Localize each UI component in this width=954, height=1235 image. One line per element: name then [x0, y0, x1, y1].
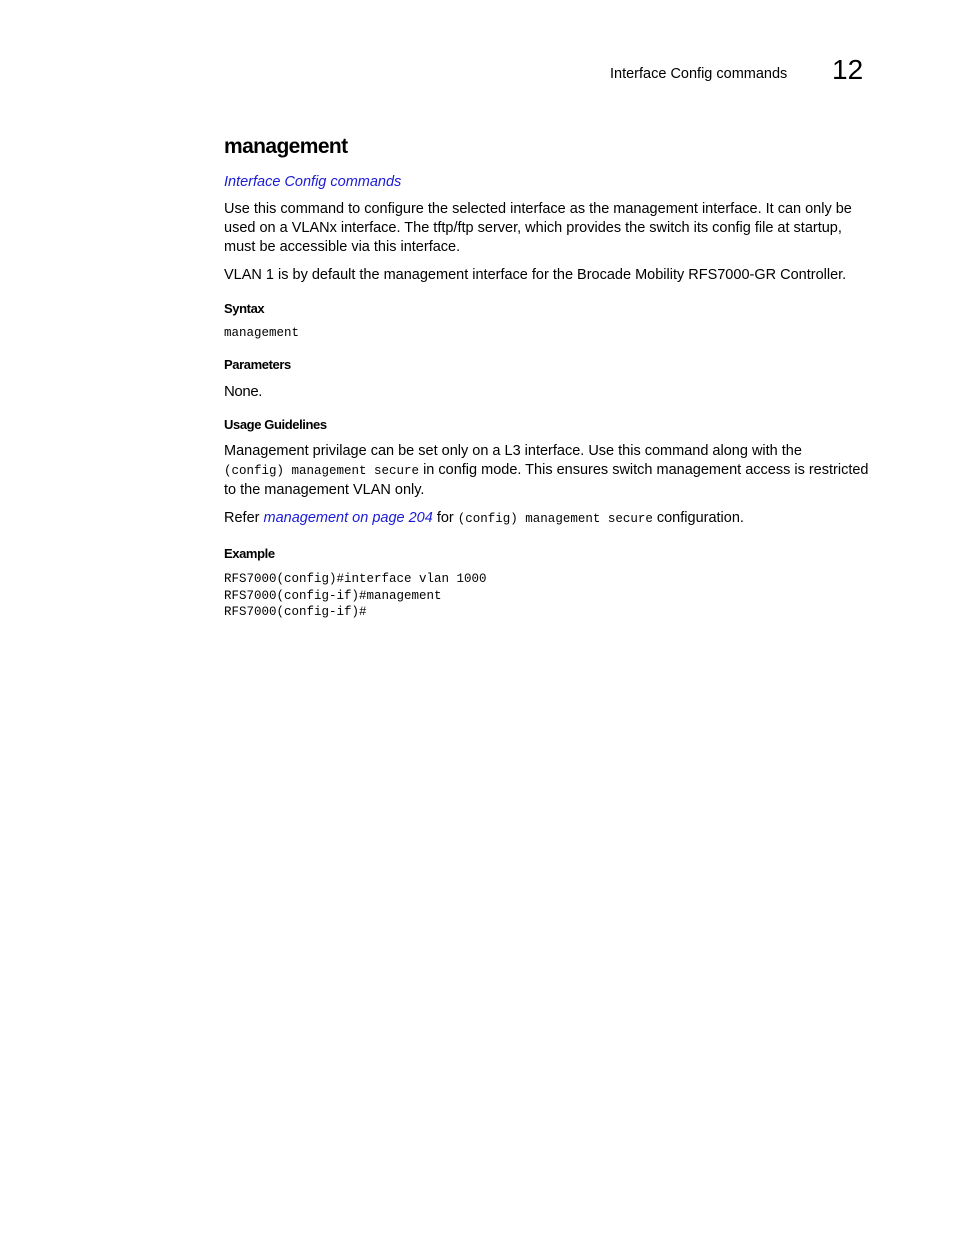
main-content — [224, 132, 870, 621]
usage-heading: Usage Guidelines — [224, 417, 327, 432]
usage-text-b: in config mode. This ensures switch management access is restricted to the management VLAN only. — [224, 462, 869, 498]
for-text: for — [432, 510, 458, 526]
configuration-text: configuration. — [652, 510, 744, 526]
usage-paragraph-1 — [224, 442, 870, 500]
usage-code-2: (config) management secure — [457, 512, 653, 526]
chapter-number: 12 — [832, 54, 864, 85]
intro-paragraph-1: Use this command to configure the selected interface as the management interface. It can only be used on a VLANx interface. The tftp/ftp server, which provides the switch its config file at startup, must be accessible via this interface. — [224, 201, 852, 255]
usage-code-1: (config) management secure — [224, 464, 420, 478]
usage-text-a: Management privilage can be set only on a L3 interface. Use this command along with the — [224, 443, 802, 459]
syntax-heading: Syntax — [224, 301, 265, 316]
example-line: RFS7000(config)#interface vlan 1000 — [224, 572, 487, 586]
breadcrumb-link[interactable]: Interface Config commands — [224, 174, 402, 190]
example-line: RFS7000(config-if)# — [224, 605, 367, 619]
example-heading: Example — [224, 546, 275, 561]
intro-paragraph-2: VLAN 1 is by default the management interface for the Brocade Mobility RFS7000-GR Controller. — [224, 267, 847, 283]
syntax-code: management — [224, 326, 300, 340]
parameters-text: None. — [224, 383, 263, 400]
cross-reference-link[interactable]: management on page 204 — [263, 510, 433, 526]
example-code-block — [224, 571, 870, 621]
running-header-title: Interface Config commands — [610, 66, 788, 82]
refer-text: Refer — [224, 510, 264, 526]
example-line: RFS7000(config-if)#management — [224, 588, 442, 603]
usage-paragraph-2 — [224, 509, 870, 529]
parameters-heading: Parameters — [224, 357, 291, 372]
page-title: management — [224, 135, 348, 158]
